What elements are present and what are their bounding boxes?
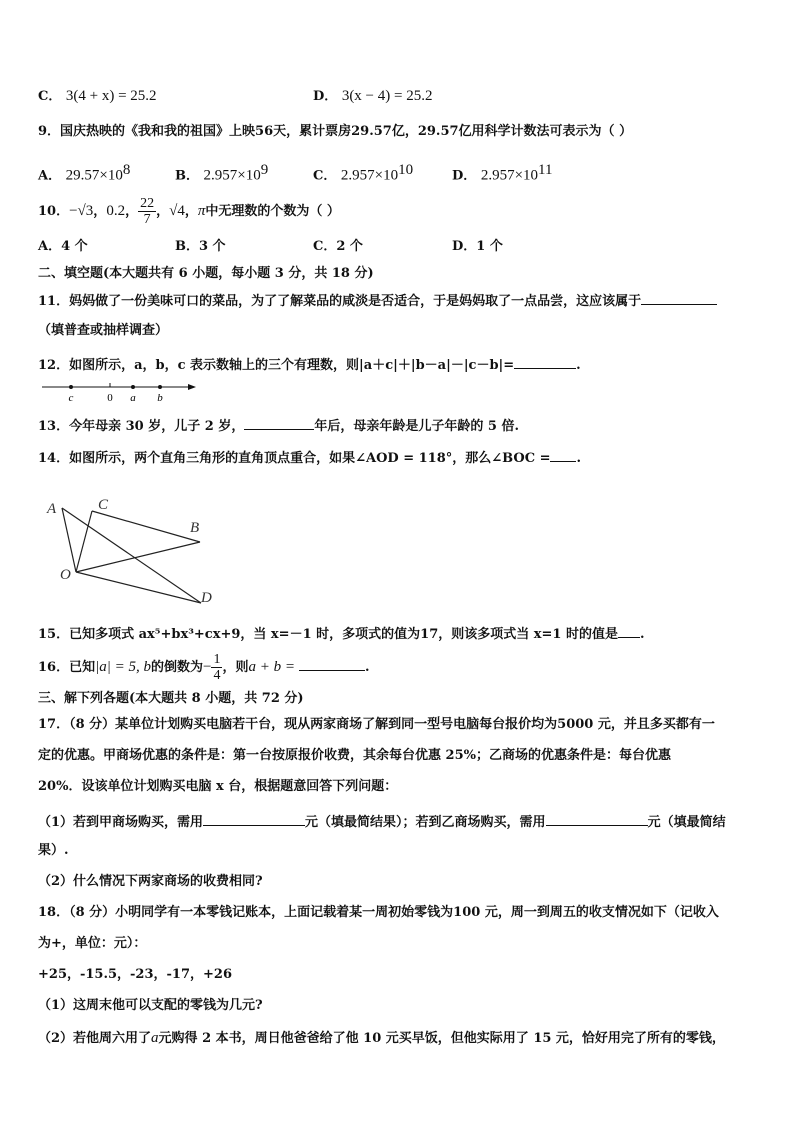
q17-part1-text-b: 元（填最简结果）；若到乙商场购买，需用 — [305, 815, 546, 830]
q12-period: . — [576, 358, 581, 373]
q13-answer-blank[interactable] — [244, 415, 314, 430]
label-zero: 0 — [107, 392, 113, 404]
segment-ao — [62, 508, 76, 572]
q9-option-a-mantissa: 29.57×10 — [65, 167, 123, 184]
q17-part1-text-a: （1）若到甲商场购买，需用 — [38, 815, 204, 830]
section-2-heading: 二、填空题(本大题共有 6 小题，每小题 3 分，共 18 分) — [38, 266, 374, 281]
q18-line-3: +25，-15.5，-23，-17，+26 — [38, 967, 232, 982]
q15-period: . — [639, 627, 645, 642]
q16-fraction — [211, 652, 222, 683]
q12-number-line — [40, 380, 200, 406]
q10-separator: ， — [156, 204, 170, 219]
q13-stem — [38, 415, 519, 436]
q18-line-2: 为+，单位：元）： — [38, 936, 147, 951]
q10-option-a: A．4 个 — [38, 239, 88, 254]
q12-stem — [38, 354, 581, 375]
label-c: c — [68, 392, 74, 404]
q18-line-5 — [38, 1029, 725, 1048]
q9-option-a-label: A． — [38, 168, 62, 184]
q9-option-d — [452, 161, 552, 185]
q18-line-4: （1）这周末他可以支配的零钱为几元? — [38, 998, 263, 1013]
q17-line-5: 果）. — [38, 843, 69, 858]
q14-stem — [38, 447, 581, 468]
q14-answer-blank[interactable] — [550, 447, 576, 462]
q8-option-d-label: D． — [313, 89, 338, 104]
vertex-label-d: D — [201, 590, 212, 606]
q15-answer-blank[interactable] — [618, 623, 640, 638]
q10-item-sqrt4: √4 — [169, 203, 185, 219]
q13-text-b: 年后，母亲年龄是儿子年龄的 5 倍. — [314, 419, 519, 434]
q11-answer-blank[interactable] — [641, 290, 717, 305]
q17-part1-text-c: 元（填最简结 — [647, 815, 726, 830]
label-b: b — [157, 392, 163, 404]
q17-line-4 — [38, 811, 726, 832]
vertex-label-a: A — [47, 501, 57, 517]
q12-answer-blank[interactable] — [514, 354, 576, 369]
vertex-label-b: B — [190, 520, 200, 536]
q16-fraction-denominator: 4 — [213, 668, 221, 683]
q17-blank-store-a[interactable] — [203, 811, 305, 826]
q8-option-c-label: C． — [38, 89, 62, 104]
q16-answer-blank[interactable] — [299, 656, 365, 671]
q10-option-b: B．3 个 — [175, 239, 226, 254]
q9-option-b-exponent: 9 — [260, 162, 269, 178]
q9-option-b-mantissa: 2.957×10 — [203, 167, 261, 184]
q14-triangle-figure — [38, 492, 228, 612]
q10-tail: 中无理数的个数为（ ） — [205, 204, 340, 219]
point-c-dot — [69, 385, 73, 389]
q18-part2-text-b: 元购得 2 本书，周日他爸爸给了他 10 元买早饭，但他实际用了 15 元，恰好用完了所有的零钱， — [158, 1031, 725, 1046]
label-a: a — [130, 392, 136, 404]
point-a-dot — [131, 385, 135, 389]
q12-text: 12．如图所示，a，b，c 表示数轴上的三个有理数，则|a＋c|＋|b－a|－|c－b|= — [38, 358, 515, 373]
q16-fraction-numerator: 1 — [213, 652, 221, 667]
q11-line-2: （填普查或抽样调查） — [38, 323, 169, 338]
q17-line-2: 定的优惠。甲商场优惠的条件是：第一台按原报价收费，其余每台优惠 25%；乙商场的优惠条件是：每台优惠 — [38, 748, 671, 763]
q8-option-c-expr: 3(4 + x) = 25.2 — [65, 88, 157, 104]
q10-separator: ， — [125, 204, 139, 219]
q16-fraction-sign: − — [202, 659, 212, 675]
q14-period: . — [576, 451, 581, 466]
q10-item-decimal: 0.2 — [106, 203, 126, 219]
q17-line-1: 17．（8 分）某单位计划购买电脑若干台，现从两家商场了解到同一型号电脑每台报价均为5000 元，并且多买都有一 — [38, 717, 715, 732]
segment-oc — [76, 511, 92, 572]
q9-option-c-label: C． — [313, 168, 337, 184]
q15-stem — [38, 623, 645, 644]
q18-line-1: 18．（8 分）小明同学有一本零钱记账本，上面记载着某一周初始零钱为100 元，周一到周五的收支情况如下（记收入 — [38, 905, 719, 920]
q10-item-neg-sqrt3: −√3 — [69, 203, 94, 219]
q17-line-6: （2）什么情况下两家商场的收费相同? — [38, 874, 263, 889]
q10-fraction-numerator: 22 — [140, 196, 155, 211]
q9-stem: 9．国庆热映的《我和我的祖国》上映56天，累计票房29.57亿，29.57亿用科学计数法可表示为（ ） — [38, 124, 633, 139]
q16-expr-sum: a + b = — [248, 659, 295, 675]
q9-option-b-label: B． — [175, 168, 199, 184]
q10-fraction — [138, 196, 156, 227]
q9-option-b — [175, 161, 268, 185]
q10-stem — [38, 193, 340, 230]
vertex-label-o: O — [60, 567, 71, 583]
q11-text: 11．妈妈做了一份美味可口的菜品，为了了解菜品的咸淡是否适合，于是妈妈取了一点品尝，这应该属于 — [38, 294, 642, 309]
q16-text-a: 16．已知 — [38, 660, 96, 675]
q10-fraction-denominator: 7 — [143, 212, 151, 227]
q9-option-d-label: D． — [452, 168, 477, 184]
q9-option-c-mantissa: 2.957×10 — [340, 167, 399, 184]
q9-option-c-exponent: 10 — [398, 162, 414, 178]
section-3-heading: 三、解下列各题(本大题共 8 小题，共 72 分) — [38, 691, 304, 706]
q10-separator: ， — [93, 204, 107, 219]
number-line-arrow-icon — [188, 384, 196, 390]
q11-line-1 — [38, 290, 717, 311]
q16-period: . — [364, 660, 370, 675]
q18-part2-text-a: （2）若他周六用了 — [38, 1031, 152, 1046]
q8-option-c — [38, 87, 157, 106]
q8-option-d — [313, 87, 432, 106]
q15-text: 15．已知多项式 ax⁵+bx³+cx+9，当 x=－1 时，多项式的值为17，则该多项式当 x=1 时的值是 — [38, 627, 618, 642]
segment-ob — [76, 542, 200, 572]
q9-option-d-mantissa: 2.957×10 — [480, 167, 539, 184]
q14-text: 14．如图所示，两个直角三角形的直角顶点重合，如果∠AOD = 118°，那么∠BOC = — [38, 451, 551, 466]
segment-cb — [92, 511, 200, 542]
q17-blank-store-b[interactable] — [546, 811, 648, 826]
q16-text-b: 的倒数为 — [150, 660, 203, 675]
segment-od — [76, 572, 201, 603]
q10-separator: ， — [184, 204, 198, 219]
q9-option-d-exponent: 11 — [538, 162, 553, 178]
q9-option-a — [38, 161, 130, 185]
q10-number: 10． — [38, 204, 70, 219]
q18-variable-a: a — [151, 1030, 159, 1046]
point-b-dot — [158, 385, 162, 389]
q16-stem — [38, 648, 370, 687]
q10-option-c: C．2 个 — [313, 239, 363, 254]
q16-expr-abs: |a| = 5, b — [95, 659, 151, 675]
q17-line-3: 20%．设该单位计划购买电脑 x 台，根据题意回答下列问题： — [38, 779, 398, 794]
q8-option-d-expr: 3(x − 4) = 25.2 — [341, 88, 433, 104]
q9-option-a-exponent: 8 — [122, 162, 131, 178]
q9-option-c — [313, 161, 413, 185]
q10-option-d: D．1 个 — [452, 239, 503, 254]
vertex-label-c: C — [98, 497, 109, 513]
q10-item-pi: π — [197, 203, 206, 219]
q16-text-c: ，则 — [222, 660, 249, 675]
q13-text-a: 13．今年母亲 30 岁，儿子 2 岁， — [38, 419, 245, 434]
